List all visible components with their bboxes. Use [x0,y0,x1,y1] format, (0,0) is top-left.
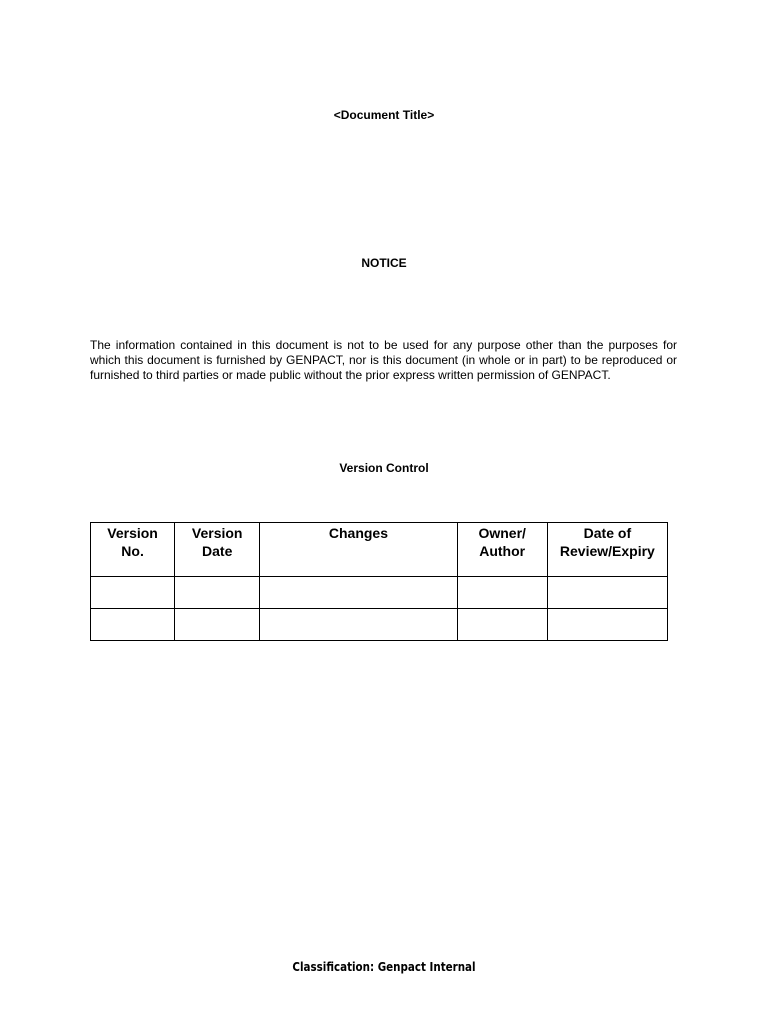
table-cell [547,609,667,641]
table-header-row [91,523,668,577]
header-review-expiry [547,523,667,577]
table-cell [91,577,175,609]
header-changes [260,523,457,577]
table-cell [175,609,260,641]
table-row [91,609,668,641]
header-version-date-line2: Date [202,543,233,559]
table-row [91,577,668,609]
version-control-heading: Version Control [339,461,429,475]
table-cell [91,609,175,641]
header-owner-author [457,523,547,577]
classification-footer: Classification: Genpact Internal [292,960,476,974]
table-cell [175,577,260,609]
header-changes-line1: Changes [328,525,388,541]
notice-heading: NOTICE [361,256,407,270]
header-version-no-line1: Version [107,525,158,541]
header-review-expiry-line1: Date of [583,525,632,541]
document-title: <Document Title> [333,108,435,122]
table-cell [260,609,457,641]
header-review-expiry-line2: Review/Expiry [559,543,655,559]
notice-body: The information contained in this document is not to be used for any purpose other than the purposes for which this document is furnished by GENPACT, nor is this document (in whole or in part) to be reproduced or furnished to third parties or made public without the prior express written permission of GENPACT. [90,338,677,382]
table-cell [457,577,547,609]
table-cell [260,577,457,609]
header-version-date [175,523,260,577]
header-owner-author-line2: Author [479,543,526,559]
table-cell [547,577,667,609]
table-cell [457,609,547,641]
header-version-date-line1: Version [191,525,243,541]
header-owner-author-line1: Owner/ [478,525,526,541]
header-version-no [91,523,175,577]
version-control-table [90,522,668,641]
header-version-no-line2: No. [121,543,144,559]
